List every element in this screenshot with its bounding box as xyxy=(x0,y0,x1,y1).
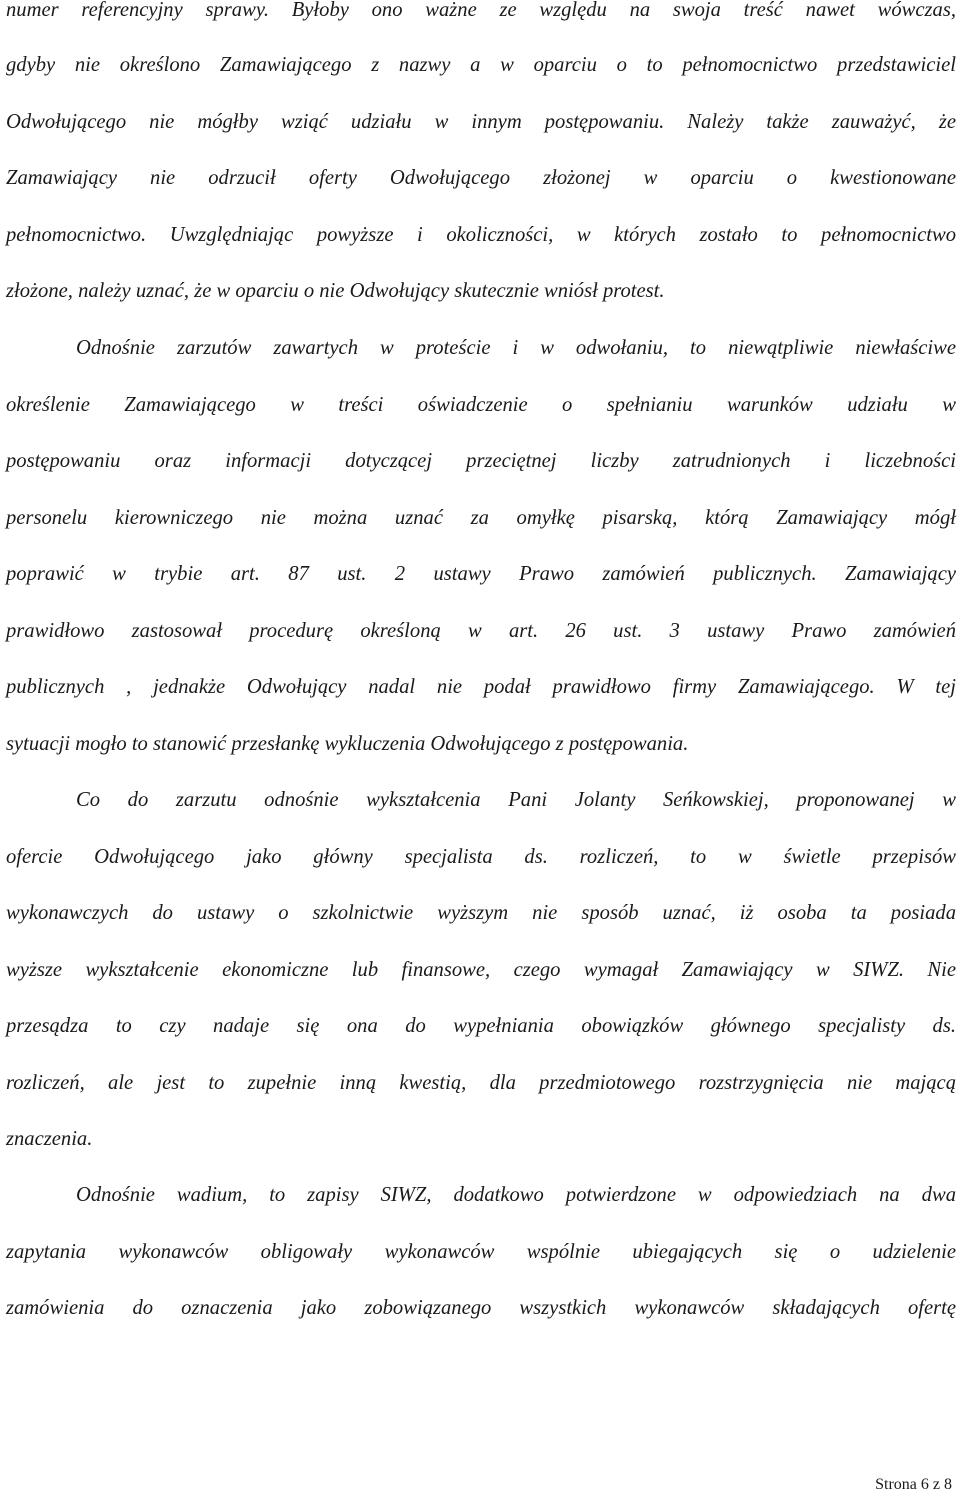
text-line: ofercie Odwołującego jako główny specjalista ds. rozliczeń, to w świetle przepisów xyxy=(6,846,956,868)
text-line: postępowaniu oraz informacji dotyczącej przeciętnej liczby zatrudnionych i liczebności xyxy=(6,450,956,472)
text-line: określenie Zamawiającego w treści oświadczenie o spełnianiu warunków udziału w xyxy=(6,394,956,416)
text-line: wykonawczych do ustawy o szkolnictwie wyższym nie sposób uznać, iż osoba ta posiada xyxy=(6,902,956,924)
text-line: numer referencyjny sprawy. Byłoby ono ważne ze względu na swoja treść nawet wówczas, xyxy=(6,0,956,21)
text-line: zapytania wykonawców obligowały wykonawców wspólnie ubiegających się o udzielenie xyxy=(6,1241,956,1263)
text-line: sytuacji mogło to stanowić przesłankę wykluczenia Odwołującego z postępowania. xyxy=(6,733,689,755)
text-line: Zamawiający nie odrzucił oferty Odwołującego złożonej w oparciu o kwestionowane xyxy=(6,167,956,189)
text-line: zamówienia do oznaczenia jako zobowiązanego wszystkich wykonawców składających ofertę xyxy=(6,1297,956,1319)
text-line: personelu kierowniczego nie można uznać za omyłkę pisarską, którą Zamawiający mógł xyxy=(6,507,956,529)
text-line: przesądza to czy nadaje się ona do wypełniania obowiązków głównego specjalisty ds. xyxy=(6,1015,956,1037)
text-line: pełnomocnictwo. Uwzględniając powyższe i okoliczności, w których zostało to pełnomocnictwo xyxy=(6,224,956,246)
text-line: poprawić w trybie art. 87 ust. 2 ustawy Prawo zamówień publicznych. Zamawiający xyxy=(6,563,956,585)
text-line: Odwołującego nie mógłby wziąć udziału w innym postępowaniu. Należy także zauważyć, że xyxy=(6,111,956,133)
text-line: wyższe wykształcenie ekonomiczne lub finansowe, czego wymagał Zamawiający w SIWZ. Nie xyxy=(6,959,956,981)
text-line: złożone, należy uznać, że w oparciu o nie Odwołujący skutecznie wniósł protest. xyxy=(6,280,665,302)
page-number: Strona 6 z 8 xyxy=(875,1476,952,1493)
text-line: publicznych , jednakże Odwołujący nadal nie podał prawidłowo firmy Zamawiającego. W tej xyxy=(6,676,956,698)
text-line: Co do zarzutu odnośnie wykształcenia Pani Jolanty Seńkowskiej, proponowanej w xyxy=(76,789,956,811)
text-line: znaczenia. xyxy=(6,1128,93,1150)
text-line: prawidłowo zastosował procedurę określoną w art. 26 ust. 3 ustawy Prawo zamówień xyxy=(6,620,956,642)
text-line: Odnośnie wadium, to zapisy SIWZ, dodatkowo potwierdzone w odpowiedziach na dwa xyxy=(76,1184,956,1206)
text-line: Odnośnie zarzutów zawartych w proteście i w odwołaniu, to niewątpliwie niewłaściwe xyxy=(76,337,956,359)
text-line: rozliczeń, ale jest to zupełnie inną kwestią, dla przedmiotowego rozstrzygnięcia nie mającą xyxy=(6,1072,956,1094)
text-line: gdyby nie określono Zamawiającego z nazwy a w oparciu o to pełnomocnictwo przedstawiciel xyxy=(6,54,956,76)
